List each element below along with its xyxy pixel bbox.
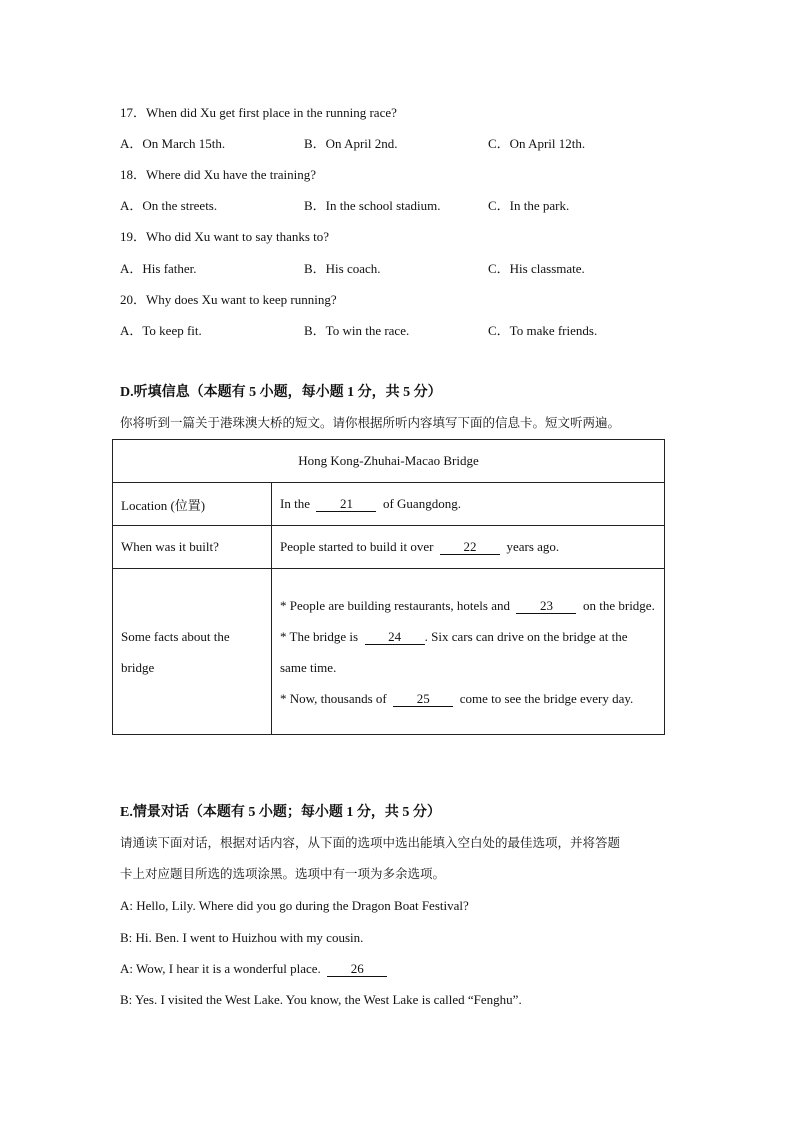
option-c[interactable]: C．In the park.: [488, 198, 570, 213]
option-b[interactable]: B．On April 2nd.: [304, 136, 398, 151]
option-b[interactable]: B．In the school stadium.: [304, 198, 441, 213]
option-a[interactable]: A．On March 15th.: [120, 136, 226, 151]
option-b[interactable]: B．His coach.: [304, 261, 381, 276]
fact-1-suffix: on the bridge.: [582, 597, 655, 613]
fact-1: [280, 590, 656, 621]
option-c[interactable]: C．On April 12th.: [488, 136, 586, 151]
fact-2: [280, 621, 656, 683]
dialog-line-4: B: Yes. I visited the West Lake. You know, the West Lake is called “Fenghu”.: [120, 992, 522, 1007]
dialog-line-1: A: Hello, Lily. Where did you go during the Dragon Boat Festival?: [120, 898, 469, 913]
blank-24[interactable]: 24: [365, 630, 425, 645]
facts-label: Some facts about the bridge: [113, 569, 272, 735]
table-title: Hong Kong-Zhuhai-Macao Bridge: [113, 440, 665, 483]
dialog-line-3-text: A: Wow, I hear it is a wonderful place.: [120, 961, 321, 976]
section-e-instruction-1: 请通读下面对话，根据对话内容，从下面的选项中选出能填入空白处的最佳选项，并将答题: [120, 835, 621, 850]
section-e-instruction-2: 卡上对应题目所选的选项涂黑。选项中有一项为多余选项。: [120, 866, 446, 881]
built-suffix: years ago.: [506, 539, 560, 554]
dialog-line-3: [120, 960, 387, 978]
option-a[interactable]: A．On the streets.: [120, 198, 218, 213]
fact-2-prefix: * The bridge is: [280, 628, 359, 644]
location-prefix: In the: [280, 496, 310, 511]
blank-23[interactable]: 23: [516, 599, 576, 614]
fact-2-suffix: . Six cars can drive on the bridge at the same time.: [280, 628, 628, 675]
question-17-options: [120, 135, 680, 153]
option-a[interactable]: A．To keep fit.: [120, 323, 202, 338]
section-d-instruction: 你将听到一篇关于港珠澳大桥的短文。请你根据所听内容填写下面的信息卡。短文听两遍。: [120, 415, 621, 430]
facts-value: [272, 569, 665, 735]
built-label: When was it built?: [113, 526, 272, 569]
location-label: Location (位置): [113, 483, 272, 526]
option-c[interactable]: C．His classmate.: [488, 261, 585, 276]
blank-25[interactable]: 25: [393, 692, 453, 707]
section-e-heading: E.情景对话（本题有 5 小题；每小题 1 分，共 5 分）: [120, 805, 441, 820]
question-19: 19．Who did Xu want to say thanks to?: [120, 229, 330, 244]
question-18: 18．Where did Xu have the training?: [120, 167, 317, 182]
blank-26[interactable]: 26: [327, 962, 387, 977]
section-d-heading: D.听填信息（本题有 5 小题，每小题 1 分，共 5 分）: [120, 385, 442, 400]
blank-22[interactable]: 22: [440, 540, 500, 555]
dialog-line-2: B: Hi. Ben. I went to Huizhou with my cousin.: [120, 930, 364, 945]
question-20: 20．Why does Xu want to keep running?: [120, 292, 337, 307]
fact-3: [280, 683, 656, 714]
question-19-options: [120, 260, 680, 278]
location-suffix: of Guangdong.: [382, 496, 461, 511]
built-prefix: People started to build it over: [280, 539, 434, 554]
fact-3-suffix: come to see the bridge every day.: [459, 690, 634, 706]
blank-21[interactable]: 21: [316, 497, 376, 512]
question-18-options: [120, 197, 680, 215]
option-b[interactable]: B．To win the race.: [304, 323, 410, 338]
location-value: [272, 483, 665, 526]
option-c[interactable]: C．To make friends.: [488, 323, 598, 338]
fact-3-prefix: * Now, thousands of: [280, 690, 387, 706]
option-a[interactable]: A．His father.: [120, 261, 197, 276]
question-20-options: [120, 322, 680, 340]
info-card-table: [112, 439, 665, 735]
fact-1-prefix: * People are building restaurants, hotels and: [280, 597, 510, 613]
built-value: [272, 526, 665, 569]
question-17: 17．When did Xu get first place in the running race?: [120, 105, 397, 120]
